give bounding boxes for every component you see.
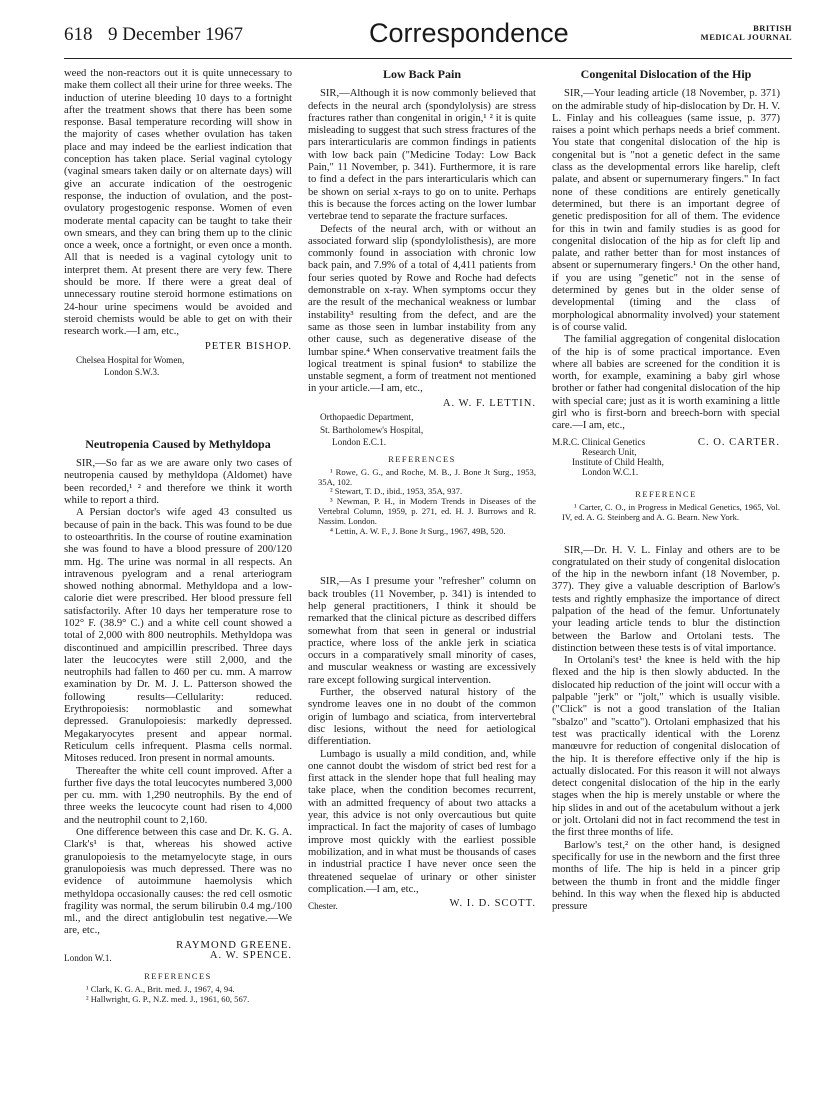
paragraph: SIR,—Although it is now commonly believed that defects in the neural arch (spondylolysis) are stress fractures rather than congenital in origin,¹ ² it is quite misleading to suggest that such stress fractures of the pars interarticularis are common findings in patients with low back pain ("Medicine Today: Low Back Pain," 11 November, p. 341). Furthermore, it is rare to find a defect in the pars interarticularis which can be shown on serial x-rays to go on to unite. Perhaps this is because the forces acting on the lower lumbar vertebrae tend to separate the fracture surfaces. <box>308 88 536 223</box>
reference: ¹ Rowe, G. G., and Roche, M. B., J. Bone Jt Surg., 1953, 35A, 102. <box>318 466 536 487</box>
signature: A. W. F. LETTIN. <box>442 397 536 409</box>
journal-logo <box>701 24 792 42</box>
article-title: Congenital Dislocation of the Hip <box>580 67 752 81</box>
reference: ⁴ Lettin, A. W. F., J. Bone Jt Surg., 1967, 49B, 520. <box>330 525 506 536</box>
paragraph: Lumbago is usually a mild condition, and, while one cannot doubt the wisdom of strict bed rest for a first attack in the slender hope that full healing may take place, when the condition becomes recurrent, with an admitted frequency of about two attacks a year, this advice is not only overcautious but quite impractical. In fact the majority of cases of lumbago improve most quickly with the earliest possible mobilization, and in what must be thousands of cases in industrial practice I have never once seen the threatened sequelae of urinary or other sinister complication.—I am, etc., <box>308 748 536 895</box>
header-rule <box>64 58 792 59</box>
article-title: Neutropenia Caused by Methyldopa <box>85 436 271 451</box>
paragraph: SIR,—As I presume your "refresher" column on back troubles (11 November, p. 341) is intended to help general practitioners, I think it should be remarked that the clinical picture as described differs somewhat from that seen in general or industrial practice, where loss of the ankle jerk in sciatica occurs in a comparatively small minority of cases, and muscular weakness or wasting are excessively rare except following surgical intervention. <box>308 576 536 686</box>
article-title: Low Back Pain <box>382 67 461 81</box>
column-1 <box>64 68 292 1005</box>
paragraph: The familial aggregation of congenital dislocation of the hip is of some practical importance. Even where all babies are screened for the condition it is worth, for example, examining a baby girl whose brother or father had congenital dislocation of the hip with special care; just as it is worth examining a little girl who is first-born and breech-born with special care.—I am, etc., <box>552 334 780 432</box>
signature: RAYMOND GREENE. <box>176 939 292 951</box>
signature: W. I. D. SCOTT. <box>449 898 536 910</box>
references-heading: REFERENCES <box>144 972 212 981</box>
reference: ² Stewart, T. D., ibid., 1953, 35A, 937. <box>330 486 463 497</box>
address-line: Chester. <box>308 901 338 912</box>
paragraph: SIR,—Your leading article (18 November, p. 371) on the admirable study of hip-dislocation by Dr. H. V. L. Finlay and his colleagues (same issue, p. 377) raises a point which perhaps needs a brief comment. You state that congenital dislocation of the hip is congenital but is "not a genetic defect in the same class as the developmental errors like harelip, cleft palate, and absent or supernumerary fingers." In fact none of these conditions are entirely genetically determined, but there is an important degree of genetic predisposition for all of them. The evidence for this in twin and family studies is as good for congenital dislocation of the hip as for cleft lip and palate, and rather better than for most instances of absent or supernumerary fingers.¹ On the other hand, if you are using "genetic" not in the sense of determined by genes but in the older sense of developmental (timing and the class of morphological abnormality involved) your statement is of course valid. <box>552 88 780 333</box>
address-line: London E.C.1. <box>332 437 387 448</box>
paragraph: weed the non-reactors out it is quite unnecessary to make them collect all their urine for three weeks. The induction of uterine bleeding 10 days to a fortnight after the treatment shows that there has been some response. Basal temperature recording will show in the majority of cases whether ovulation has taken place and may indeed be the earliest indication that conception has taken place. Serial vaginal cytology (vaginal smears taken daily or on alternate days) will give an accurate indication of the oestrogenic response, the induction of ovulation, and the post-ovulatory progestogenic response. Women of even moderate mental capacity can be taught to take their own smears, and they can bring them up to the clinic once a week, once a fortnight, or even once a month. All that is needed is a vaginal cytology unit to interpret them. At present there are very few. There should be more. If there were a great deal of unnecessary routine steroid hormone estimations on 24-hour urine specimens would be avoided and steroid chemists would be able to get on with their research work.—I am, etc., <box>64 68 292 338</box>
section-title: Correspondence <box>369 18 569 48</box>
column-2 <box>308 68 536 912</box>
address-line: M.R.C. Clinical Genetics <box>552 436 646 447</box>
address-line: Orthopaedic Department, <box>320 412 414 423</box>
address-line: Chelsea Hospital for Women, <box>76 354 185 365</box>
signature: C. O. CARTER. <box>697 436 780 448</box>
signature: A. W. SPENCE. <box>209 950 292 961</box>
references-heading: REFERENCE <box>635 489 697 499</box>
reference: ³ Newman, P. H., in Modern Trends in Diseases of the Vertebral Column, 1959, p. 271, ed. H. J. Burrows and R. Nassim. London. <box>318 496 536 526</box>
reference: ¹ Clark, K. G. A., Brit. med. J., 1967, 4, 94. <box>86 984 235 995</box>
paragraph: A Persian doctor's wife aged 43 consulted us because of pain in the back. This was found to be due to osteoarthritis. In the course of routine examination she was found to have a blood pressure of 200/120 mm. Hg. The urine was normal in all respects. An intravenous pyelogram and a renal arteriogram showed nothing abnormal. Methyldopa and a low-calorie diet were prescribed. Her blood pressure fell satisfactorily. After 10 days her temperature rose to 102° F. (38.9° C.) and a white cell count showed a total of 2,000 with 800 neutrophils. Methyldopa was discontinued and ampicillin prescribed. Three days later the leucocytes were still 2,000, and the neutrophils had fallen to 460 per cu. mm. A marrow examination by Dr. M. J. L. Patterson showed the following results—Cellularity: reduced. Erythropoiesis: normoblastic and somewhat depressed. Granulopoiesis: markedly depressed. Megakaryocytes present and appear normal. Reticulum cells infrequent. Plasma cells normal. Mitoses reduced. Iron present in normal amounts. <box>64 507 292 765</box>
journal-logo-line2: MEDICAL JOURNAL <box>700 32 792 42</box>
address-line: Research Unit, <box>582 446 637 457</box>
reference: ¹ Carter, C. O., in Progress in Medical Genetics, 1965, Vol. IV, ed. A. G. Steinberg and A. G. Bearn. New York. <box>562 501 780 522</box>
paragraph: Further, the observed natural history of the syndrome leaves one in no doubt of the common origin of lumbago and sciatica, from intervertebral disc lesions, without the need for aetiological differentiation. <box>308 687 536 748</box>
references-heading: REFERENCES <box>388 454 456 464</box>
column-3 <box>552 68 780 913</box>
paragraph: In Ortolani's test¹ the knee is held with the hip flexed and the hip is then slowly abducted. In the dislocated hip reduction of the joint will occur with a palpable "jerk" or "jolt," which is usually visible. ("Click" is not a good translation of the Italian "sbalzo" and "scatto"). Ortolani emphasized that his test was practically identical with the Lorenz manœuvre for reduction of congenital dislocation of the hip. It is therefore effective only if the hip is actually dislocated. For this reason it will not always detect congenital dislocation of the hip in the early stages when the hip is merely unstable or where the hip slides in and out of the acetabulum without a jerk or jolt. Ortolani did not in fact recommend the test in the first three months of life. <box>552 655 780 839</box>
paragraph: Thereafter the white cell count improved. After a further five days the total leucocytes numbered 3,000 per cu. mm. with 1,290 neutrophils. By the end of three weeks the leucocyte count had risen to 4,000 and the neutrophil count to 2,160. <box>64 765 292 826</box>
page-number: 618 <box>64 24 93 45</box>
address-line: London W.1. <box>64 953 112 963</box>
signature: PETER BISHOP. <box>204 340 292 352</box>
paragraph: SIR,—So far as we are aware only two cases of neutropenia caused by methyldopa (Aldomet) have been recorded,¹ ² and therefore we think it worth while to report a third. <box>64 458 292 507</box>
paragraph: Barlow's test,² on the other hand, is designed specifically for use in the newborn and the first three months of life. The hip is held in a pincer grip between the thumb in front and the middle finger behind. In this way when the flexed hip is abducted pressure <box>552 839 780 913</box>
paragraph: SIR,—Dr. H. V. L. Finlay and others are to be congratulated on their study of congenital dislocation of the hip in the newborn infant (18 November, p. 377). They give a valuable description of Barlow's tests and rightly emphasize the importance of direct palpation of the head of the femur. Unfortunately your leading article tends to blur the distinction between the Barlow and Ortolani tests. The distinction between these tests is of vital importance. <box>552 544 780 654</box>
paragraph: One difference between this case and Dr. K. G. A. Clark's¹ is that, whereas his showed active granulopoiesis to the metamyelocyte stage, in ours granulopoiesis was much depressed. There was no evidence of autoimmune haemolysis which methyldopa occasionally causes: the red cell osmotic fragility was normal, the serum bilirubin 0.4 mg./100 ml., and the direct antiglobulin test negative.—We are, etc., <box>64 827 292 937</box>
journal-logo-line1: BRITISH <box>753 23 792 33</box>
address-line: London W.C.1. <box>582 466 639 477</box>
address-line: St. Bartholomew's Hospital, <box>320 424 424 435</box>
reference: ² Hallwright, G. P., N.Z. med. J., 1961, 60, 567. <box>86 994 250 1005</box>
issue-date: 9 December 1967 <box>108 24 244 45</box>
address-line: Institute of Child Health, <box>572 456 664 467</box>
page-header <box>64 8 792 64</box>
address-line: London S.W.3. <box>104 367 160 378</box>
paragraph: Defects of the neural arch, with or without an associated forward slip (spondylolisthesis), are more commonly found in association with chronic low back pain, and 7.9% of a total of 4,411 patients from four series quoted by Rowe and Roche had defects demonstrable on x-ray. When symptoms occur they are the result of the mechanical weakness or lumbar instability³ resulting from the defect, and are the same as those seen in lumbar instability from any other cause, such as degenerative disease of the lumbar spine.⁴ When conservative treatment fails the logical treatment is spinal fusion⁴ to stabilize the unstable segment, a form of treatment not mentioned in your article.—I am, etc., <box>308 223 536 395</box>
